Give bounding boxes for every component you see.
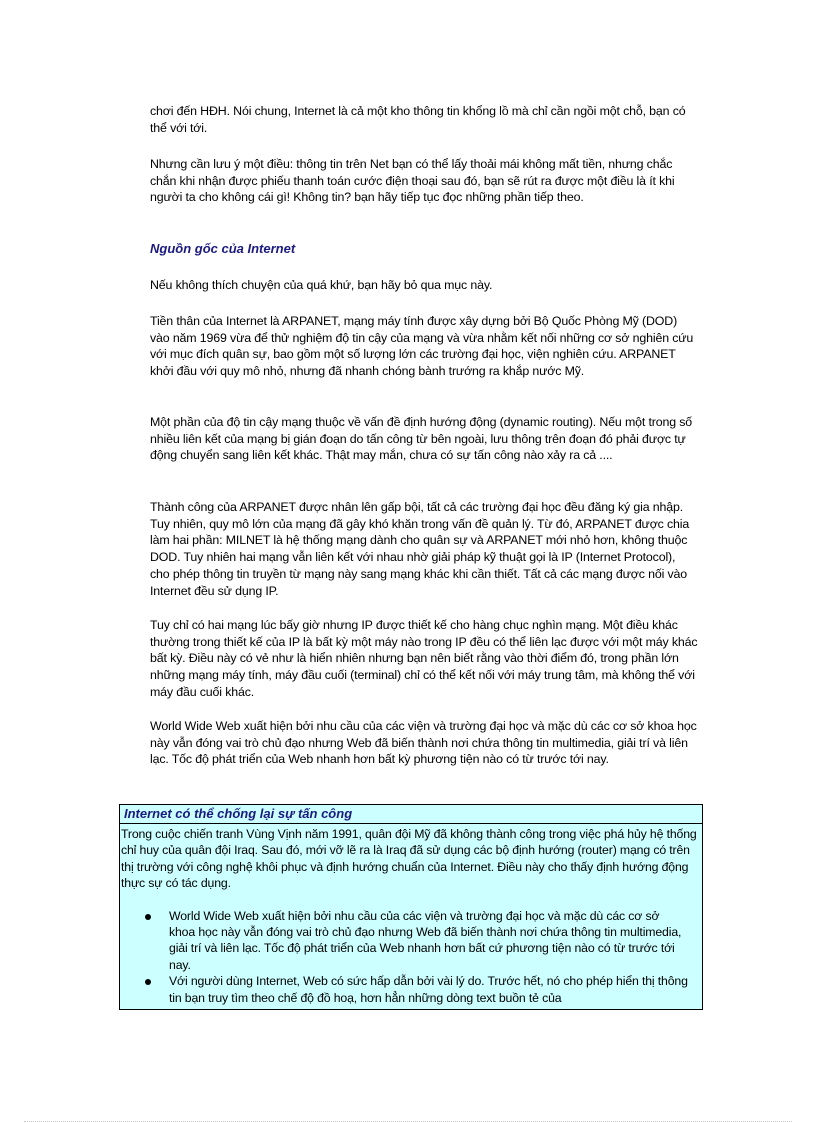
- callout-bullet-text: World Wide Web xuất hiện bởi nhu cầu của các viện và trường đại học và mặc dù các cơ sở khoa học này vẫn đóng vai trò chủ đạo nhưng Web đã biến thành nơi chứa thông tin multimedia, giải trí và liên lạc. Tốc độ phát triển của Web nhanh hơn bất cứ phương tiện nào có từ trước tới nay.: [169, 908, 682, 972]
- callout-bullet-item: [169, 908, 688, 974]
- paragraph-intro-end: chơi đến HĐH. Nói chung, Internet là cả một kho thông tin khổng lồ mà chỉ cần ngồi một chỗ, bạn có thể với tới.: [150, 104, 686, 135]
- paragraph-dynamic-routing: Một phần của độ tin cậy mạng thuộc về vấn đề định hướng động (dynamic routing). Nếu một trong số nhiều liên kết của mạng bị gián đoạn do tấn công từ bên ngoài, lưu thông trên đoạn đó phải được tự động chuyển sang liên kết khác. Thật may mắn, chưa có sự tấn công nào xảy ra cả ....: [150, 415, 693, 463]
- bullet-icon: [145, 979, 151, 985]
- paragraph-ip-design: Tuy chỉ có hai mạng lúc bấy giờ nhưng IP được thiết kế cho hàng chục nghìn mạng. Một điều khác thường trong thiết kế của IP là bất kỳ một máy nào trong IP đều có thể liên lạc được với một máy khác bất kỳ. Điều này có vẻ như là hiển nhiên nhưng bạn nên biết rằng vào thời điểm đó, trong phần lớn những mạng máy tính, máy đầu cuối (terminal) chỉ có thể kết nối với máy trung tâm, mà không thể với máy đầu cuối khác.: [150, 618, 698, 699]
- page-bottom-divider: [24, 1121, 792, 1122]
- callout-bullet-list: [121, 908, 698, 1006]
- callout-body: [120, 824, 702, 1006]
- paragraph-note: Nhưng cần lưu ý một điều: thông tin trên Net bạn có thể lấy thoải mái không mất tiền, nhưng chắc chắn khi nhận được phiếu thanh toán cước điện thoại sau đó, bạn sẽ rút ra được một điều là ít khi người ta cho không cái gì! Không tin? bạn hãy tiếp tục đọc những phần tiếp theo.: [150, 157, 675, 205]
- paragraph-www: World Wide Web xuất hiện bởi nhu cầu của các viện và trường đại học và mặc dù các cơ sở khoa học này vẫn đóng vai trò chủ đạo nhưng Web đã biến thành nơi chứa thông tin multimedia, giải trí và liên lạc. Tốc độ phát triển của Web nhanh hơn bất kỳ phương tiện nào có từ trước tới nay.: [150, 719, 697, 767]
- callout-title: Internet có thể chống lại sự tấn công: [120, 805, 702, 824]
- callout-bullet-text: Với người dùng Internet, Web có sức hấp dẫn bởi vài lý do. Trước hết, nó cho phép hiển thị thông tin bạn truy tìm theo chế độ đồ hoạ, hơn hẳn những dòng text buồn tẻ của: [169, 974, 688, 1005]
- callout-bullet-item: [169, 973, 688, 1006]
- paragraph-arpanet-origin: Tiền thân của Internet là ARPANET, mạng máy tính được xây dựng bởi Bộ Quốc Phòng Mỹ (DOD) vào năm 1969 vừa để thử nghiệm độ tin cậy của mạng và vừa nhằm kết nối những cơ sở nghiên cứu với mục đích quân sự, bao gồm một số lượng lớn các trường đại học, viện nghiên cứu. ARPANET khởi đầu với quy mô nhỏ, nhưng đã nhanh chóng bành trướng ra khắp nước Mỹ.: [150, 314, 694, 379]
- callout-paragraph: Trong cuộc chiến tranh Vùng Vịnh năm 1991, quân đội Mỹ đã không thành công trong việc phá hủy hệ thống chỉ huy của quân đội Iraq. Sau đó, mới vỡ lẽ ra là Iraq đã sử dụng các bộ định hướng (router) mạng có trên thị trường với công nghệ khôi phục và định hướng chuẩn của Internet. Điều này cho thấy định hướng động thực sự có tác dụng.: [121, 827, 697, 891]
- paragraph-skip-hint: Nếu không thích chuyện của quá khứ, bạn hãy bỏ qua mục này.: [150, 278, 493, 292]
- callout-box: [119, 804, 703, 1010]
- paragraph-arpanet-split: Thành công của ARPANET được nhân lên gấp bội, tất cả các trường đại học đều đăng ký gia nhập. Tuy nhiên, quy mô lớn của mạng đã gây khó khăn trong vấn đề quản lý. Từ đó, ARPANET được chia làm hai phần: MILNET là hệ thống mạng dành cho quân sự và ARPANET mới nhỏ hơn, không thuộc DOD. Tuy nhiên hai mạng vẫn liên kết với nhau nhờ giải pháp kỹ thuật gọi là IP (Internet Protocol), cho phép thông tin truyền từ mạng này sang mạng khác khi cần thiết. Tất cả các mạng được nối vào Internet đều sử dụng IP.: [150, 500, 690, 598]
- bullet-icon: [145, 914, 151, 920]
- section-heading: Nguồn gốc của Internet: [150, 241, 296, 256]
